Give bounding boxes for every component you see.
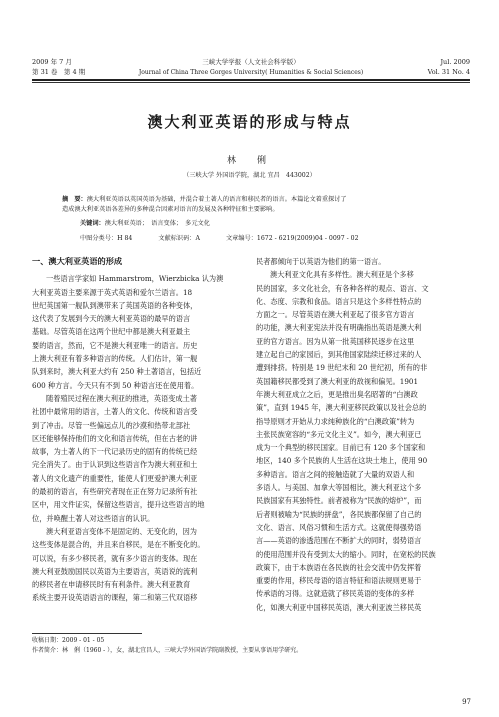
text-line: 队到来时，澳大利亚大约有 250 种土著语言，包括近 (32, 367, 202, 377)
text-line: 的移民者在申请移民时有有利条件。澳大利亚教育 (32, 580, 191, 590)
class-number: 中图分类号：H 84 (80, 235, 133, 242)
text-line: 遭到排挤。特别是 19 世纪末和 20 世纪初，所有的非 (256, 363, 428, 373)
abstract (62, 195, 442, 215)
header-journal-cn: 三峡大学学报（人文社会科学版） (202, 58, 300, 66)
text-line: 年澳大利亚成立之后，更是推出臭名昭著的“白澳政 (256, 389, 418, 399)
text-line: 区还能够保持他们的文化和语言传统，但在古老的讲 (32, 433, 198, 443)
text-line: 大利亚英语主要来源于英式英语和爱尔兰语言。18 (32, 287, 193, 297)
text-line: 多种语言。语言之间的接触造就了大量的双语人和 (256, 469, 415, 479)
left-column-body (32, 272, 246, 604)
text-line: 社团中最常用的语言，土著人的文化、传统和语言受 (32, 407, 198, 417)
text-line: 指导原则才开始从力求纯种族化的“白澳政策”转为 (256, 416, 415, 426)
text-line: 化，如澳大利亚中国移民英语，澳大利亚波兰移民英 (256, 602, 422, 612)
section-heading: 一、澳大利亚英语的形成 (32, 256, 123, 266)
text-line: 澳大利亚鼓励国民以英语为主要语言，英语说的流利 (32, 566, 198, 576)
keywords-text: 澳大利亚英语； 语言变体； 多元文化 (104, 220, 210, 227)
text-line: 文化、语言、风俗习惯和生活方式。这就使得强势语 (256, 522, 422, 532)
author-name: 林 俐 (226, 156, 272, 166)
header-date: 2009 年 7 月 (32, 58, 72, 66)
abstract-text-2: 造成澳大利亚英语各差异的多种混合因素对语言的发展及各种特征和主要影响。 (62, 206, 279, 213)
text-line: 英国籍移民都受到了澳大利亚的敌视和偏见。1901 (256, 376, 419, 386)
text-line: 这代表了发展到今天的澳大利亚英语的最早的语言 (32, 314, 191, 324)
text-line: 民者都倾向于以英语为他们的第一语言。 (256, 257, 386, 266)
text-line: 到了冲击。尽管一些偏远点儿的沙漠和热带北部社 (32, 420, 191, 430)
header-volume-en: Vol. 31 No. 4 (427, 68, 470, 76)
text-line: 600 种方言。今天只有不到 50 种语言还在使用着。 (32, 380, 199, 390)
header-rule-thick (32, 79, 470, 81)
text-line: 要的语言，然而，它不是澳大利亚唯一的语言。历史 (32, 340, 198, 350)
text-line: 一些语言学家如 Hammarstrom，Wierzbicka 认为澳 (46, 274, 224, 284)
text-line: 系统主要开设英语语言的课程，第二和第三代双语移 (32, 593, 198, 603)
page-number: 97 (462, 698, 471, 706)
footnote-rule (32, 633, 142, 634)
text-line: 传承语的习得。这就造就了移民英语的变体的多样 (256, 589, 415, 599)
text-line: 著人的文化遗产的重要性，能使人们更爱护澳大利亚 (32, 473, 198, 483)
text-line: 政策下，由于本族语在各民族的社会交流中仍发挥着 (256, 562, 422, 572)
text-line: 故事，为土著人的下一代记录历史的固有的传统已经 (32, 447, 198, 457)
text-line: 地区，140 多个民族的人生活在这块土地上，使用 90 (256, 456, 428, 466)
footnote-author: 作者简介：林 俐（1960 - ），女，湖北宜昌人，三峡大学外国语学院副教授，主要从事语用学研究。 (32, 647, 303, 654)
text-line: 这些变体是混合的，并且来自移民，是在不断变化的。 (32, 540, 205, 550)
text-line: 策”，直到 1945 年，澳大利亚移民政策以及社会总的 (256, 403, 427, 413)
header-rule-thin (32, 82, 470, 83)
right-column-body (256, 255, 470, 614)
article-number: 文章编号：1672 - 6219(2009)04 - 0097 - 02 (225, 235, 359, 242)
text-line: 的使用范围并没有受到太大的缩小。同时，在宽松的民族 (256, 549, 436, 559)
left-column (32, 255, 246, 605)
text-line: 上澳大利亚有着多种语言的传统。人们估计，第一舰 (32, 354, 198, 364)
text-line: 后者则被喻为“民族的拼盘”，各民族都保留了自己的 (256, 509, 422, 519)
keywords (80, 218, 210, 227)
classification-meta (80, 233, 440, 242)
text-line: 言——英语的渗透范围在不断扩大的同时，弱势语言 (256, 536, 422, 546)
keywords-label: 关键词： (80, 220, 105, 227)
document-code: 文献标识码：A (158, 235, 200, 242)
text-line: 重要的作用，移民母语的语言特征和语法规则更易于 (256, 576, 422, 586)
text-line: 可以说，有多少移民者，就有多少语言的变体。现在 (32, 553, 198, 563)
header-journal-en: Journal of China Three Gorges University( Humanities & Social Sciences) (138, 69, 364, 76)
header-volume-cn: 第 31 卷 第 4 期 (32, 68, 86, 76)
author-affiliation: （三峡大学 外国语学院，湖北 宜昌 443002） (183, 172, 316, 179)
text-line: 亚的官方语言。因为从第一批英国移民逐步在这里 (256, 336, 415, 346)
text-line: 主张民族宽容的“多元文化主义”。如今，澳大利亚已 (256, 429, 422, 439)
text-line: 的功能，澳大利亚宪法并没有明确指出英语是澳大利 (256, 323, 422, 333)
header-date-en: Jul. 2009 (440, 58, 470, 66)
text-line: 位，并唤醒土著人对这些语言的认识。 (32, 513, 155, 523)
footnote-received: 收稿日期：2009 - 01 - 05 (32, 637, 105, 644)
article-title: 澳大利亚英语的形成与特点 (147, 113, 352, 131)
text-line: 化、态度、宗教和食品。语言只是这个多样性特点的 (256, 296, 422, 306)
right-column (256, 255, 470, 614)
text-line: 多语人。与美国、加拿大等国相比，澳大利亚这个多 (256, 483, 422, 493)
text-line: 民的国家，多文化社会，有各种各样的观点、语言、文 (256, 283, 429, 293)
text-line: 方面之一。尽管英语在澳大利亚起了很多官方语言 (256, 310, 415, 320)
text-line: 基础。尽管英语在这两个世纪中都是澳大利亚最主 (32, 327, 191, 337)
text-line: 世纪英国第一舰队到澳带来了英国英语的各种变体， (32, 300, 198, 310)
abstract-text-1: 澳大利亚英语以英国英语为基础，并混合着土著人的语言和移民者的语言。本篇论文着重探讨了 (86, 196, 347, 203)
footnotes (32, 636, 470, 656)
text-line: 的最初的语言，有些研究者现在正在努力记录所有社 (32, 487, 198, 497)
text-line: 随着殖民过程在澳大利亚的推进，英语变成土著 (46, 393, 197, 403)
text-line: 澳大利亚文化具有多样性。澳大利亚是个多移 (270, 270, 414, 280)
text-line: 澳大利亚语言变体不是固定的、无变化的，因为 (46, 526, 197, 536)
text-line: 建立起自己的家园后，到其他国家陆续迁移过来的人 (256, 350, 422, 360)
text-line: 完全消失了。由于认识到这些语言作为澳大利亚和土 (32, 460, 198, 470)
text-line: 成为一个典型的移民国家。目前已有 120 多个国家和 (256, 443, 426, 453)
text-line: 区中，用文件证实，保留这些语言，提升这些语言的地 (32, 500, 205, 510)
abstract-label: 摘 要： (62, 196, 87, 203)
text-line: 民族国家有其独特性。前者被称为“民族的熔炉”，而 (256, 496, 422, 506)
